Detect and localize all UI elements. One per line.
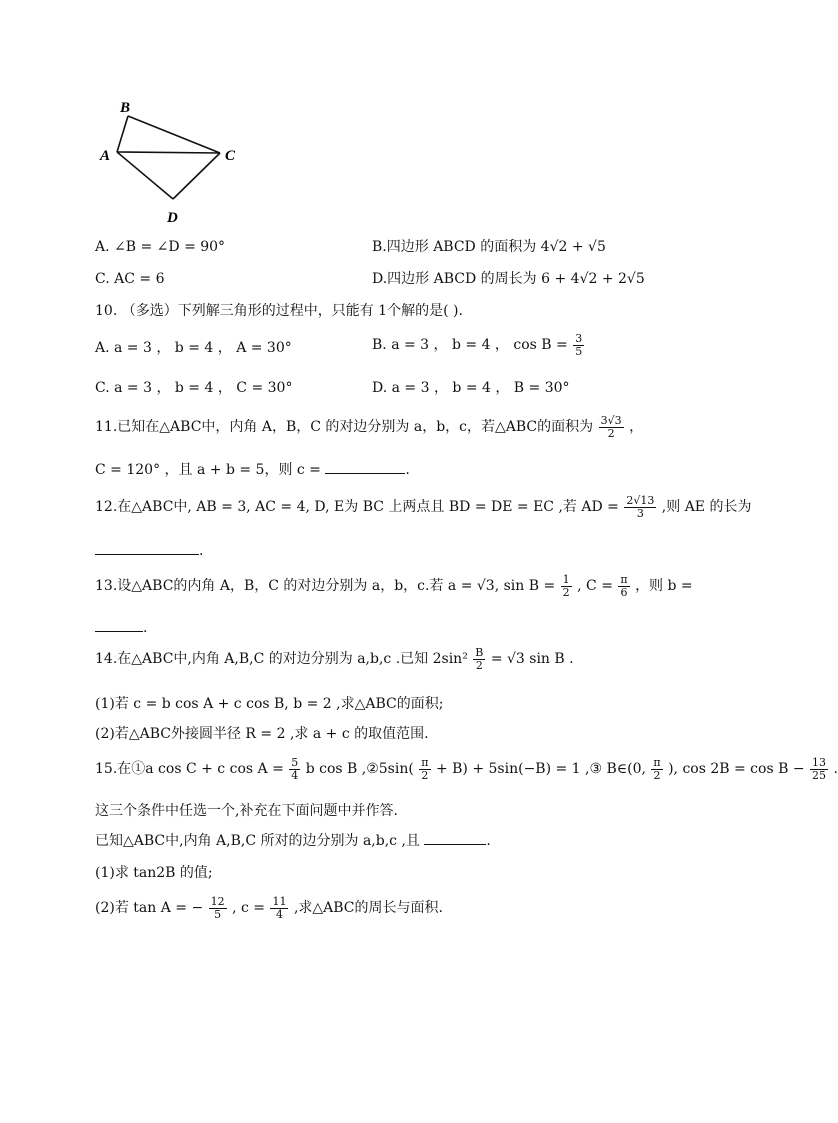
q15-text-end: ,求△ABC的周长与面积. bbox=[293, 900, 443, 917]
q11-text: C = 120° ，且 a + b = 5，则 c = bbox=[95, 462, 321, 478]
q14-text: 14.在△ABC中,内角 A,B,C 的对边分别为 a,b,c .已知 2sin² bbox=[95, 651, 468, 668]
q13-text-end: ，则 b = bbox=[635, 578, 693, 595]
q13-line2 bbox=[95, 621, 147, 635]
q12-line2 bbox=[95, 544, 203, 558]
q9-option-a: A. ∠B = ∠D = 90° bbox=[95, 239, 226, 255]
q15-text: (2)若 tan A = − bbox=[95, 900, 204, 917]
q12-text-end: ,则 AE 的长为 bbox=[661, 499, 752, 516]
q9-option-d: D.四边形 ABCD 的周长为 6 + 4√2 + 2√5 bbox=[372, 271, 645, 287]
q12-text: 12.在△ABC中, AB = 3, AC = 4, D, E为 BC 上两点且 BD = DE = EC ,若 AD = bbox=[95, 499, 619, 516]
numerator: 3 bbox=[575, 332, 583, 345]
numerator: π bbox=[620, 573, 628, 586]
q9-option-b: B.四边形 ABCD 的面积为 4√2 + √5 bbox=[372, 239, 606, 255]
fraction bbox=[419, 757, 430, 781]
edge-ad bbox=[117, 152, 173, 199]
denominator: 2 bbox=[562, 585, 570, 599]
fraction bbox=[289, 757, 300, 781]
numerator: 1 bbox=[562, 573, 570, 586]
q14-text-end: = √3 sin B . bbox=[490, 651, 574, 668]
q10-option-d: D. a = 3 ， b = 4 ， B = 30° bbox=[372, 380, 570, 396]
q15-text: b cos B ,②5sin( bbox=[305, 761, 414, 778]
numerator: 2√13 bbox=[626, 494, 655, 507]
q13-text-end: . bbox=[143, 620, 148, 636]
q15-part2 bbox=[95, 896, 443, 920]
numerator: 3√3 bbox=[600, 414, 622, 427]
denominator: 5 bbox=[214, 907, 222, 921]
fraction bbox=[651, 757, 662, 781]
fraction bbox=[573, 333, 584, 357]
q13-line1 bbox=[95, 574, 693, 598]
q11-line1 bbox=[95, 415, 643, 439]
q11-text: 11.已知在△ABC中，内角 A，B，C 的对边分别为 a，b，c，若△ABC的面积为 bbox=[95, 419, 594, 436]
fraction bbox=[599, 415, 624, 439]
q10-option-b-text: B. a = 3 ， b = 4 ， cos B = bbox=[372, 337, 568, 354]
edge-ab bbox=[117, 116, 128, 152]
edge-bc bbox=[128, 116, 220, 153]
q14-stem bbox=[95, 647, 574, 671]
q11-line2 bbox=[95, 463, 410, 477]
q15-text: + B) + 5sin(−B) = 1 ,③ B∈(0, bbox=[435, 761, 646, 778]
denominator: 2 bbox=[475, 658, 483, 672]
q11-text-end: . bbox=[405, 462, 410, 478]
fraction bbox=[810, 757, 828, 781]
q15-instruction: 这三个条件中任选一个,补充在下面问题中并作答. bbox=[95, 803, 398, 819]
q13-text: 13.设△ABC的内角 A，B，C 的对边分别为 a，b，c.若 a = √3, sin B = bbox=[95, 578, 556, 595]
denominator: 3 bbox=[636, 506, 644, 520]
q11-text-end: ， bbox=[629, 419, 644, 436]
vertex-label-c: C bbox=[225, 148, 236, 164]
q10-option-c: C. a = 3 ， b = 4 ， C = 30° bbox=[95, 380, 293, 396]
numerator: 11 bbox=[272, 895, 287, 908]
answer-blank[interactable] bbox=[95, 631, 143, 632]
q15-text: ), cos 2B = cos B − bbox=[668, 761, 805, 778]
q10-stem: 10. （多选）下列解三角形的过程中，只能有 1个解的是( ). bbox=[95, 303, 463, 319]
q14-part2: (2)若△ABC外接圆半径 R = 2 ,求 a + c 的取值范围. bbox=[95, 726, 429, 742]
vertex-label-b: B bbox=[120, 100, 131, 116]
vertex-label-d: D bbox=[167, 210, 178, 226]
numerator: 5 bbox=[291, 756, 299, 769]
q14-part1: (1)若 c = b cos A + c cos B, b = 2 ,求△ABC的面积; bbox=[95, 696, 444, 712]
fraction bbox=[561, 574, 572, 598]
q15-text: 已知△ABC中,内角 A,B,C 所对的边分别为 a,b,c ,且 bbox=[95, 833, 420, 849]
denominator: 4 bbox=[275, 907, 283, 921]
q15-text: 15.在①a cos C + c cos A = bbox=[95, 761, 284, 778]
numerator: π bbox=[653, 756, 661, 769]
vertex-label-a: A bbox=[100, 148, 111, 164]
denominator: 5 bbox=[575, 344, 583, 358]
q12-text-end: . bbox=[199, 543, 204, 559]
denominator: 2 bbox=[653, 768, 661, 782]
q15-text: , c = bbox=[232, 900, 266, 917]
q15-part1: (1)求 tan2B 的值; bbox=[95, 865, 213, 881]
denominator: 2 bbox=[421, 768, 429, 782]
q15-text-end: . bbox=[486, 833, 491, 849]
q9-option-c: C. AC = 6 bbox=[95, 271, 165, 287]
fraction bbox=[473, 647, 485, 671]
q15-conditions bbox=[95, 757, 838, 781]
q15-text-end: . bbox=[833, 761, 838, 778]
fraction bbox=[624, 495, 656, 519]
denominator: 4 bbox=[291, 768, 299, 782]
numerator: B bbox=[475, 646, 484, 659]
fraction bbox=[618, 574, 629, 598]
q10-option-a: A. a = 3 ， b = 4 ， A = 30° bbox=[95, 340, 292, 356]
answer-blank[interactable] bbox=[325, 473, 405, 474]
numerator: 13 bbox=[812, 756, 827, 769]
answer-blank[interactable] bbox=[95, 554, 199, 555]
fraction bbox=[270, 896, 288, 920]
numerator: π bbox=[421, 756, 429, 769]
q10-option-b bbox=[372, 333, 585, 357]
fraction bbox=[209, 896, 227, 920]
denominator: 6 bbox=[620, 585, 628, 599]
q15-given bbox=[95, 834, 491, 848]
edge-ac bbox=[117, 152, 220, 153]
q12-line1 bbox=[95, 495, 751, 519]
denominator: 25 bbox=[812, 768, 827, 782]
edge-dc bbox=[173, 153, 220, 199]
denominator: 2 bbox=[607, 426, 615, 440]
answer-blank[interactable] bbox=[424, 844, 486, 845]
q13-text: , C = bbox=[577, 578, 613, 595]
numerator: 12 bbox=[210, 895, 225, 908]
